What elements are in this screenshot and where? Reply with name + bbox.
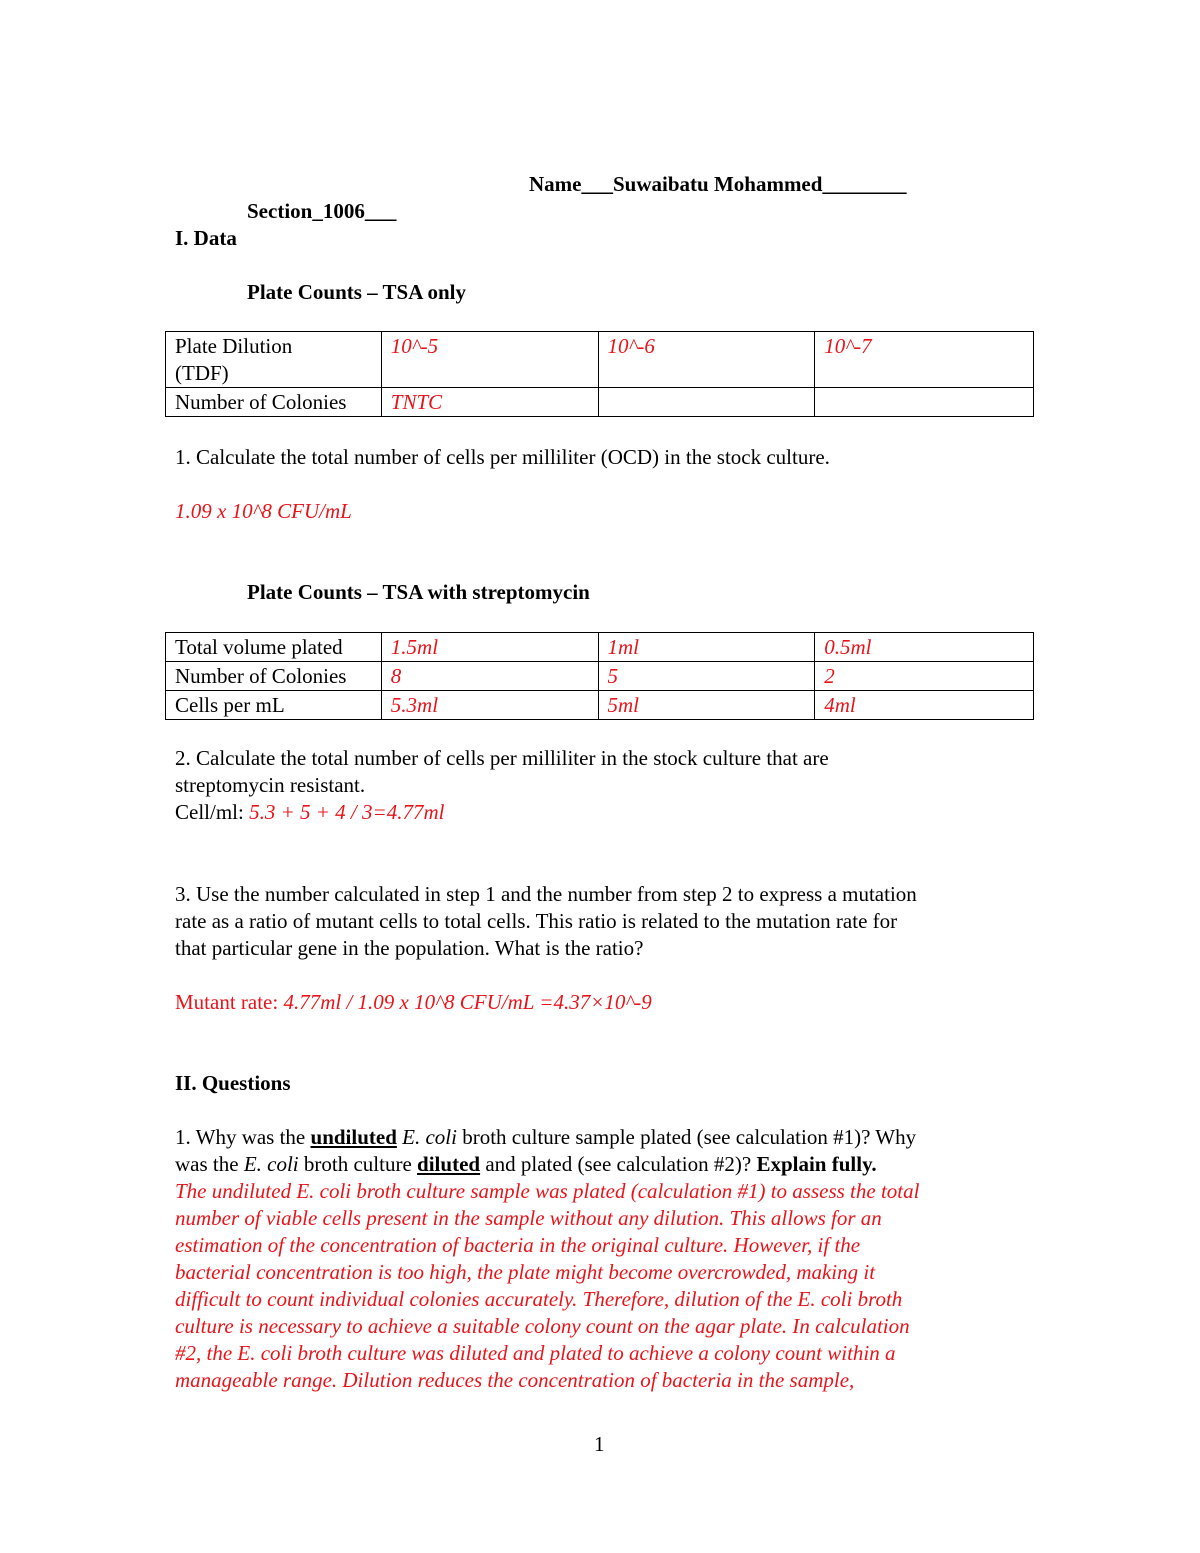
table-cell: 10^-6	[598, 332, 815, 388]
question-ii-1-line1	[175, 1124, 916, 1151]
question-2-line1: 2. Calculate the total number of cells per milliliter in the stock culture that are	[175, 746, 829, 770]
answer-line: #2, the E. coli broth culture was diluted and plated to achieve a colony count within a	[175, 1341, 896, 1365]
section-number: 1006	[322, 199, 365, 223]
answer-line: bacterial concentration is too high, the plate might become overcrowded, making it	[175, 1260, 876, 1284]
table-label-cell: Number of Colonies	[166, 662, 382, 691]
data-heading: I. Data	[175, 226, 237, 250]
q-text: broth culture sample plated (see calculation #1)? Why	[456, 1125, 917, 1149]
table1-title: Plate Counts – TSA only	[247, 280, 466, 304]
question-3-line3: that particular gene in the population. What is the ratio?	[175, 936, 644, 960]
table-row	[166, 662, 1034, 691]
section-line	[247, 198, 396, 225]
question-3-line1: 3. Use the number calculated in step 1 and the number from step 2 to express a mutation	[175, 882, 917, 906]
answer-1: 1.09 x 10^8 CFU/mL	[175, 499, 352, 523]
answer-line: The undiluted E. coli broth culture sample was plated (calculation #1) to assess the total	[175, 1179, 920, 1203]
student-name: Suwaibatu Mohammed	[612, 172, 823, 196]
table-cell: 2	[815, 662, 1034, 691]
table-label-cell: Total volume plated	[166, 633, 382, 662]
answer-3	[175, 989, 652, 1016]
diluted-emphasis: diluted	[417, 1152, 481, 1176]
q-text: and plated (see calculation #2)?	[480, 1152, 757, 1176]
answer-line: manageable range. Dilution reduces the concentration of bacteria in the sample,	[175, 1368, 855, 1392]
table2-title: Plate Counts – TSA with streptomycin	[247, 580, 590, 604]
table-cell: 10^-5	[381, 332, 598, 388]
name-label: Name___	[529, 172, 613, 196]
q-text: 1. Why was the	[175, 1125, 311, 1149]
q-text: was the	[175, 1152, 244, 1176]
answer-2-value: 5.3 + 5 + 4 / 3=4.77ml	[249, 800, 445, 824]
name-line	[529, 171, 906, 198]
answer-line: estimation of the concentration of bacteria in the original culture. However, if the	[175, 1233, 861, 1257]
table-label-cell: Number of Colonies	[166, 388, 382, 417]
question-3-line2: rate as a ratio of mutant cells to total cells. This ratio is related to the mutation rate for	[175, 909, 898, 933]
ecoli-term: E. coli	[402, 1125, 457, 1149]
table-cell: 8	[381, 662, 598, 691]
answer-3-label: Mutant rate:	[175, 990, 284, 1014]
answer-2-label: Cell/ml:	[175, 800, 250, 824]
table-label-cell: Plate Dilution (TDF)	[166, 332, 382, 388]
table-cell: 5ml	[598, 691, 815, 720]
ecoli-term: E. coli	[243, 1152, 299, 1176]
table-cell	[598, 388, 815, 417]
answer-line: number of viable cells present in the sample without any dilution. This allows for an	[175, 1206, 882, 1230]
question-ii-1-line2	[175, 1151, 877, 1178]
tsa-only-table	[165, 331, 1034, 417]
table-cell: 4ml	[815, 691, 1034, 720]
question-2-line2: streptomycin resistant.	[175, 773, 366, 797]
page-number: 1	[594, 1432, 605, 1456]
section-trail: ___	[364, 199, 397, 223]
question-1: 1. Calculate the total number of cells per milliliter (OCD) in the stock culture.	[175, 445, 830, 469]
answer-line: difficult to count individual colonies accurately. Therefore, dilution of the E. coli broth	[175, 1287, 903, 1311]
explain-fully: Explain fully.	[756, 1152, 877, 1176]
table-row	[166, 691, 1034, 720]
table-row	[166, 633, 1034, 662]
table-cell: 1ml	[598, 633, 815, 662]
q-text: broth culture	[298, 1152, 418, 1176]
answer-line: culture is necessary to achieve a suitable colony count on the agar plate. In calculation	[175, 1314, 910, 1338]
answer-3-value: 4.77ml / 1.09 x 10^8 CFU/mL =4.37×10^-9	[283, 990, 652, 1014]
table-row	[166, 332, 1034, 388]
name-trail: ________	[822, 172, 907, 196]
table-cell: 0.5ml	[815, 633, 1034, 662]
table-row	[166, 388, 1034, 417]
answer-2	[175, 799, 444, 826]
table-label-cell: Cells per mL	[166, 691, 382, 720]
questions-heading: II. Questions	[175, 1071, 291, 1095]
table-cell: 10^-7	[815, 332, 1034, 388]
table-cell	[815, 388, 1034, 417]
section-label: Section_	[247, 199, 323, 223]
undiluted-emphasis: undiluted	[310, 1125, 397, 1149]
table-cell: 5.3ml	[381, 691, 598, 720]
tsa-streptomycin-table	[165, 632, 1034, 720]
table-cell: TNTC	[381, 388, 598, 417]
table-cell: 1.5ml	[381, 633, 598, 662]
table-cell: 5	[598, 662, 815, 691]
